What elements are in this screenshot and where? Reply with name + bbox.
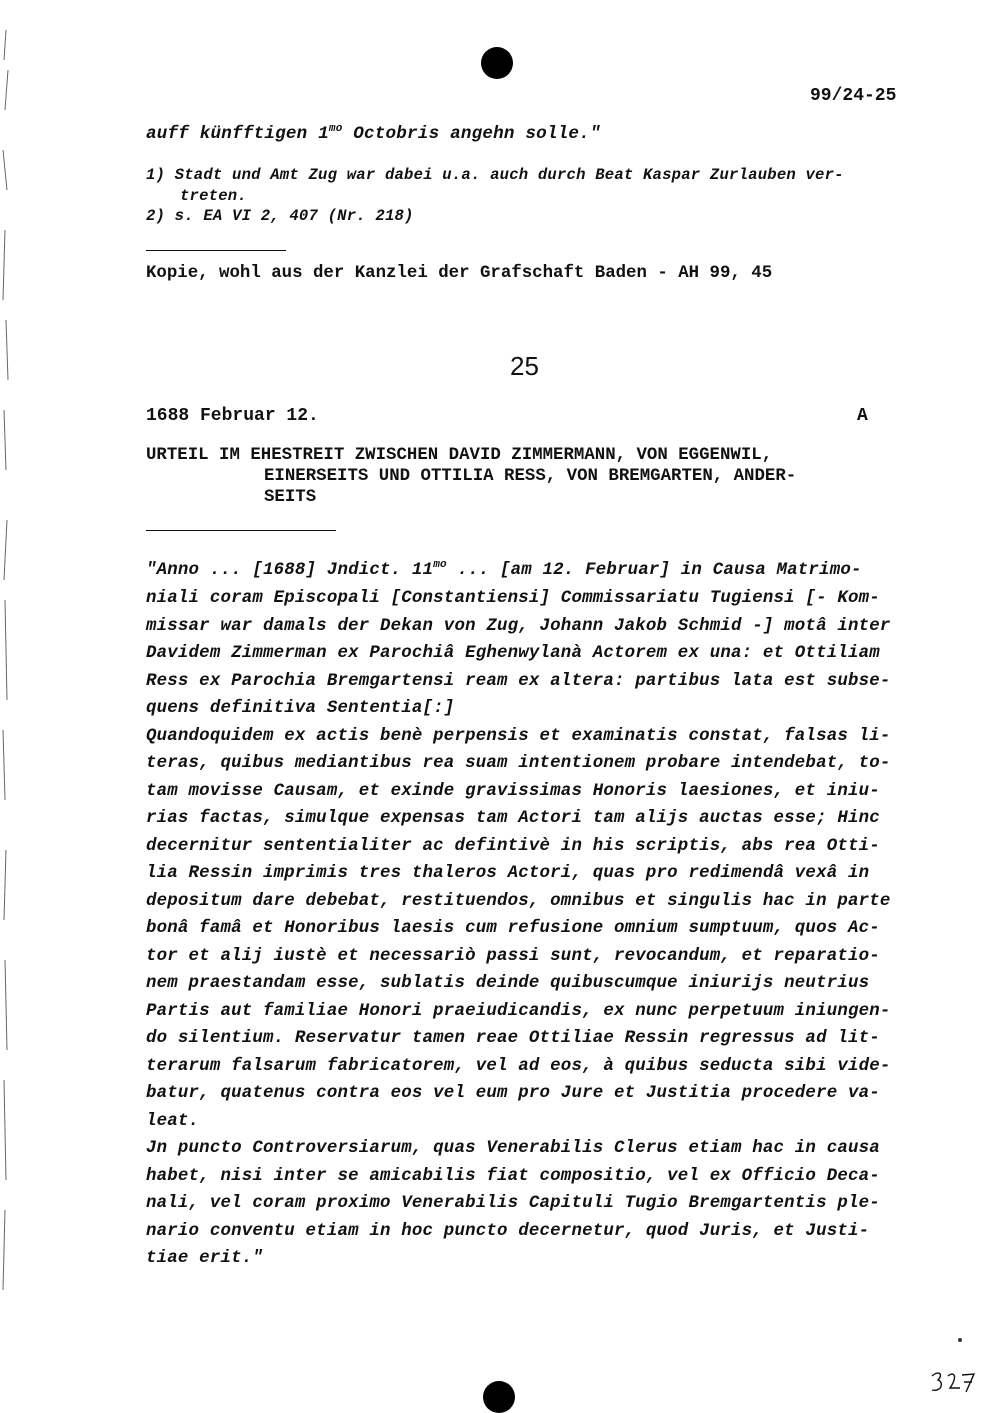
footnote-divider [146,250,286,251]
body-line: tiae erit." [146,1249,263,1268]
document-letter: A [857,406,868,426]
body-line: tam movisse Causam, et exinde gravissimas Honoris laesiones, et iniu- [146,781,880,801]
source-note: Kopie, wohl aus der Kanzlei der Grafschaft Baden - AH 99, 45 [146,264,773,283]
body-line: niali coram Episcopali [Constantiensi] Commissariatu Tugiensi [- Kom- [146,589,880,608]
punch-hole-bottom [483,1381,515,1413]
body-line: bonâ famâ et Honoribus laesis cum refusione omnium sumptuum, quos Ac- [146,919,880,938]
document-number: 25 [510,351,539,381]
previous-closing-pre: auff künfftigen 1 [146,124,329,144]
page-reference: 99/24-25 [810,86,897,106]
previous-closing-post: Octobris angehn solle." [342,124,601,144]
body-line: leat. [146,1111,200,1131]
body-line: nem praestandam esse, sublatis deinde quibuscumque iniurijs neutrius [146,974,870,993]
body-first-pre: "Anno ... [1688] Jndict. 11 [146,561,434,580]
document-title-line-2: EINERSEITS UND OTTILIA RESS, VON BREMGARTEN, ANDER- [264,467,797,486]
body-line: nali, vel coram proximo Venerabilis Capituli Tugio Bremgartentis ple- [146,1194,880,1213]
previous-closing-sup: mo [328,123,343,136]
body-first-post: ... [am 12. Februar] in Causa Matrimo- [446,561,862,580]
scan-edge-marks [0,0,14,1411]
body-line: lia Ressin imprimis tres thaleros Actori, quas pro redimendâ vexâ in [146,864,870,883]
document-title-line-1: URTEIL IM EHESTREIT ZWISCHEN DAVID ZIMMERMANN, VON EGGENWIL, [146,446,773,465]
body-line: depositum dare debebat, restituendos, omnibus et singulis hac in parte [146,891,891,911]
body-line: habet, nisi inter se amicabilis fiat compositio, vel ex Officio Deca- [146,1166,880,1186]
body-line: Davidem Zimmerman ex Parochiâ Eghenwylanà Actorem ex una: et Ottiliam [146,644,880,663]
body-line: missar war damals der Dekan von Zug, Johann Jakob Schmid -] motâ inter [146,616,891,636]
body-line: rias factas, simulque expensas tam Actori tam alijs auctas esse; Hinc [146,809,880,828]
body-line: decernitur sententialiter ac defintivè in his scriptis, abs rea Otti- [146,836,880,856]
body-line: batur, quatenus contra eos vel eum pro Jure et Justitia procedere va- [146,1084,880,1103]
footnote-1: 1) Stadt und Amt Zug war dabei u.a. auch durch Beat Kaspar Zurlauben ver- [146,166,844,184]
footnote-1-cont: treten. [180,187,247,205]
document-date: 1688 Februar 12. [146,406,319,426]
body-line: Ress ex Parochia Bremgartensi ream ex altera: partibus lata est subse- [146,671,891,691]
body-line: terarum falsarum fabricatorem, vel ad eos, à quibus seducta sibi vide- [146,1056,891,1076]
punch-hole-top [481,47,513,79]
body-line: Jn puncto Controversiarum, quas Venerabilis Clerus etiam hac in causa [146,1139,880,1158]
footnote-2: 2) s. EA VI 2, 407 (Nr. 218) [146,207,414,225]
title-divider [146,530,336,531]
body-line-first [146,561,862,580]
body-line: Quandoquidem ex actis benè perpensis et examinatis constat, falsas li- [146,726,891,746]
body-line: quens definitiva Sententia[:] [146,699,455,718]
body-line: tor et alij iustè et necessariò passi sunt, revocandum, et reparatio- [146,946,880,966]
handwritten-page-number [928,1368,978,1398]
folio-dot [958,1338,962,1342]
body-first-sup: mo [433,559,447,572]
document-title-line-3: SEITS [264,488,317,507]
body-line: do silentium. Reservatur tamen reae Ottiliae Ressin regressus ad lit- [146,1029,880,1048]
body-line: Partis aut familiae Honori praeiudicandis, ex nunc perpetuum iniungen- [146,1001,891,1021]
body-line: teras, quibus mediantibus rea suam intentionem probare intendebat, to- [146,754,891,773]
body-line: nario conventu etiam in hoc puncto decernetur, quod Juris, et Justi- [146,1221,870,1241]
previous-closing-line [146,124,601,144]
